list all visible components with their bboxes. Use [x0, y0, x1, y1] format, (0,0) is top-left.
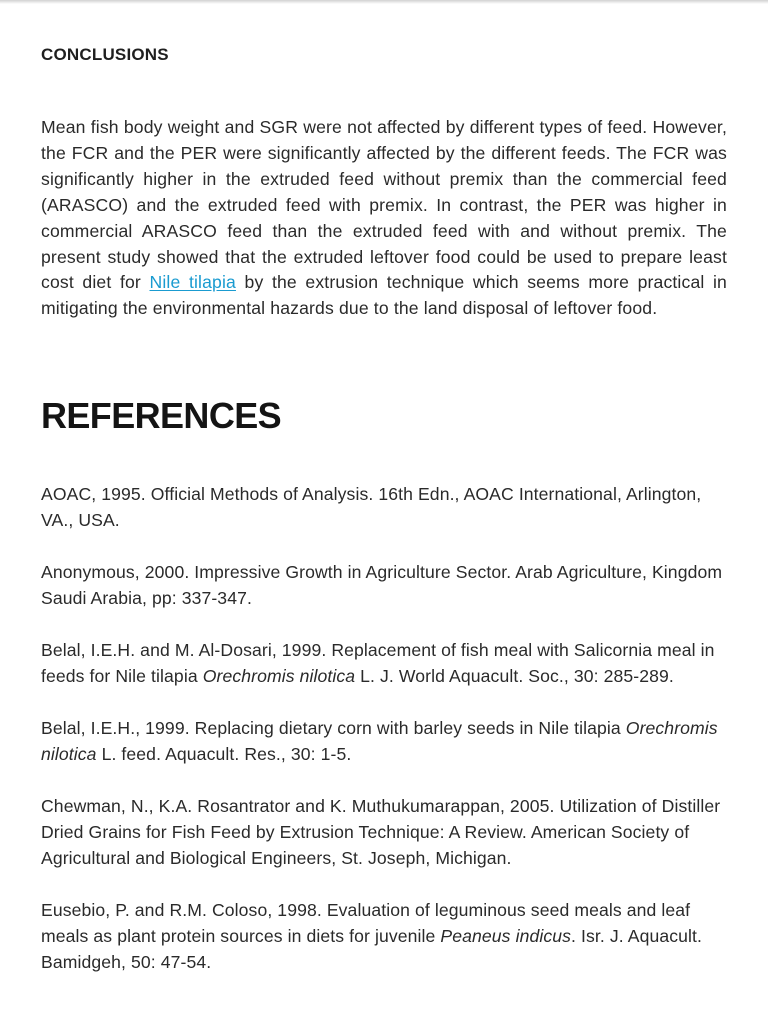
reference-item: [41, 637, 727, 689]
reference-item: [41, 897, 727, 975]
conclusions-text-part-2: by the extrusion technique which seems more practical in mitigating the environmental hazards due to the land disposal of leftover food.: [41, 272, 727, 319]
reference-text-end: L. feed. Aquacult. Res., 30: 1-5.: [96, 744, 352, 764]
reference-item: [41, 481, 727, 533]
references-heading: REFERENCES: [41, 395, 282, 436]
reference-species: Orechromis nilotica: [41, 718, 718, 764]
reference-item: [41, 793, 727, 871]
nile-tilapia-link[interactable]: Nile tilapia: [149, 272, 236, 293]
reference-text: Anonymous, 2000. Impressive Growth in Agriculture Sector. Arab Agriculture, Kingdom Saudi Arabia, pp: 337-347.: [41, 562, 723, 608]
reference-text: Belal, I.E.H. and M. Al-Dosari, 1999. Replacement of fish meal with Salicornia meal in feeds for Nile tilapia: [41, 640, 715, 686]
reference-text: AOAC, 1995. Official Methods of Analysis. 16th Edn., AOAC International, Arlington, VA., USA.: [41, 484, 702, 530]
reference-species: Orechromis nilotica: [202, 666, 356, 686]
top-bar-shadow: [0, 0, 768, 4]
conclusions-paragraph: [41, 115, 727, 322]
reference-list: [41, 481, 727, 1001]
reference-text: Eusebio, P. and R.M. Coloso, 1998. Evaluation of leguminous seed meals and leaf meals as plant protein sources in diets for juvenile: [41, 900, 691, 946]
reference-text: Chewman, N., K.A. Rosantrator and K. Muthukumarappan, 2005. Utilization of Distiller Dried Grains for Fish Feed by Extrusion Technique: A Review. American Society of Agricultural and Biological Engineers, St. Joseph, Michigan.: [41, 796, 721, 868]
reference-item: [41, 715, 727, 767]
reference-text-end: . Isr. J. Aquacult. Bamidgeh, 50: 47-54.: [41, 926, 703, 972]
reference-item: [41, 559, 727, 611]
conclusions-heading: CONCLUSIONS: [41, 45, 169, 64]
reference-text: Belal, I.E.H., 1999. Replacing dietary corn with barley seeds in Nile tilapia: [41, 718, 626, 738]
reference-text-end: L. J. World Aquacult. Soc., 30: 285-289.: [355, 666, 674, 686]
reference-species: Peaneus indicus: [440, 926, 572, 946]
conclusions-text-part-1: Mean fish body weight and SGR were not affected by different types of feed. However, the FCR and the PER were significantly affected by the different feeds. The FCR was significantly higher in the extruded feed without premix than the commercial feed (ARASCO) and the extruded feed with premix. In contrast, the PER was higher in commercial ARASCO feed than the extruded feed with and without premix. The present study showed that the extruded leftover food could be used to prepare least cost diet for: [41, 117, 727, 293]
